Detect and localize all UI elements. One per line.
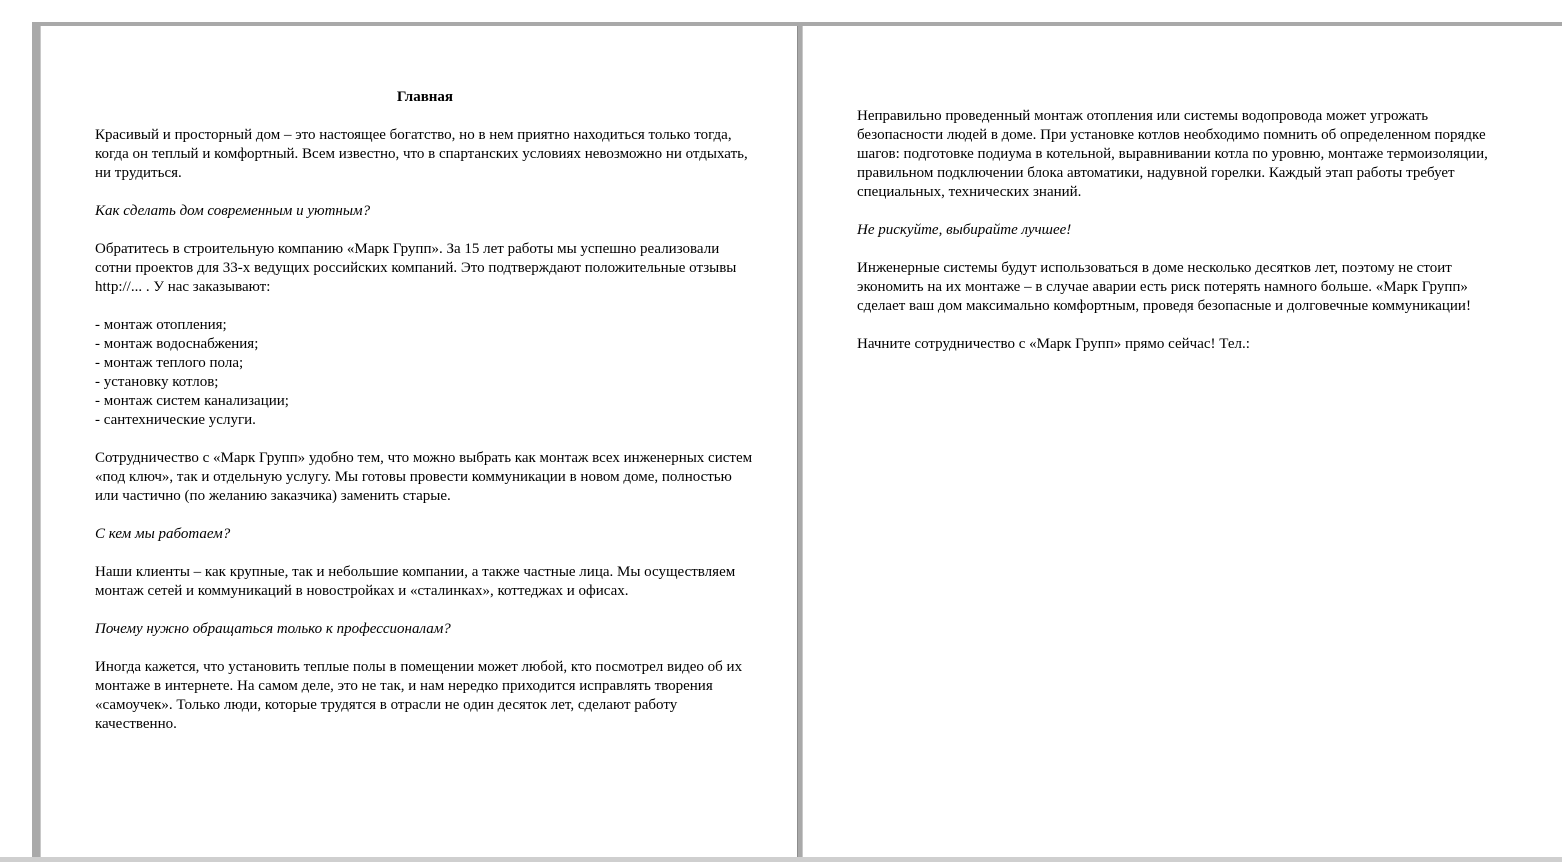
- subheading-clients: С кем мы работаем?: [95, 526, 231, 542]
- list-item: - монтаж систем канализации;: [95, 393, 289, 409]
- bottom-scroll-strip: [0, 857, 1562, 862]
- systems-paragraph: Инженерные системы будут использоваться в доме несколько десятков лет, поэтому не стоит экономить на их монтаже – в случае аварии есть риск потерять намного больше. «Марк Групп» сделает ваш дом максимально комфортным, проведя безопасные и долговечные коммуникации!: [857, 260, 1471, 314]
- services-list: [95, 316, 755, 430]
- list-item: - монтаж водоснабжения;: [95, 336, 259, 352]
- list-item: - монтаж отопления;: [95, 317, 227, 333]
- page-title: Главная: [396, 89, 454, 105]
- document-page-2[interactable]: [803, 26, 1562, 862]
- company-paragraph: Обратитесь в строительную компанию «Марк Групп». За 15 лет работы мы успешно реализовали сотни проектов для 33-х ведущих российских компаний. Это подтверждают положительные отзывы http://... . У нас заказывают:: [95, 241, 737, 295]
- intro-paragraph: Красивый и просторный дом – это настоящее богатство, но в нем приятно находиться только тогда, когда он теплый и комфортный. Всем известно, что в спартанских условиях невозможно ни отдыхать, ни трудиться.: [95, 127, 748, 181]
- danger-paragraph: Неправильно проведенный монтаж отопления или системы водопровода может угрожать безопасности людей в доме. При установке котлов необходимо помнить об определенном порядке шагов: подготовке подиума в котельной, выравнивании котла по уровню, монтаже термоизоляции, правильном подключении блока автоматики, надувной горелки. Каждый этап работы требует специальных, технических знаний.: [857, 108, 1488, 200]
- page-2-content[interactable]: [857, 107, 1512, 373]
- document-page-1[interactable]: [41, 26, 797, 862]
- subheading-dont-risk: Не рискуйте, выбирайте лучшее!: [857, 222, 1072, 238]
- list-item: - сантехнические услуги.: [95, 412, 256, 428]
- cooperation-paragraph: Сотрудничество с «Марк Групп» удобно тем, что можно выбрать как монтаж всех инженерных систем «под ключ», так и отдельную услугу. Мы готовы провести коммуникации в новом доме, полностью или частично (по желанию заказчика) заменить старые.: [95, 450, 753, 504]
- subheading-modern-home: Как сделать дом современным и уютным?: [95, 203, 371, 219]
- professionals-paragraph: Иногда кажется, что установить теплые полы в помещении может любой, кто посмотрел видео об их монтаже в интернете. На самом деле, это не так, и нам нередко приходится исправлять творения «самоучек». Только люди, которые трудятся в отрасли не один десяток лет, сделают работу качественно.: [95, 659, 743, 732]
- list-item: - установку котлов;: [95, 374, 219, 390]
- clients-paragraph: Наши клиенты – как крупные, так и небольшие компании, а также частные лица. Мы осуществляем монтаж сетей и коммуникаций в новостройках и «сталинках», коттеджах и офисах.: [95, 564, 736, 599]
- subheading-professionals: Почему нужно обращаться только к профессионалам?: [95, 621, 451, 637]
- list-item: - монтаж теплого пола;: [95, 355, 244, 371]
- call-to-action-paragraph: Начните сотрудничество с «Марк Групп» прямо сейчас! Тел.:: [857, 336, 1250, 352]
- document-workspace[interactable]: [32, 22, 1562, 862]
- page-1-content[interactable]: [95, 88, 755, 753]
